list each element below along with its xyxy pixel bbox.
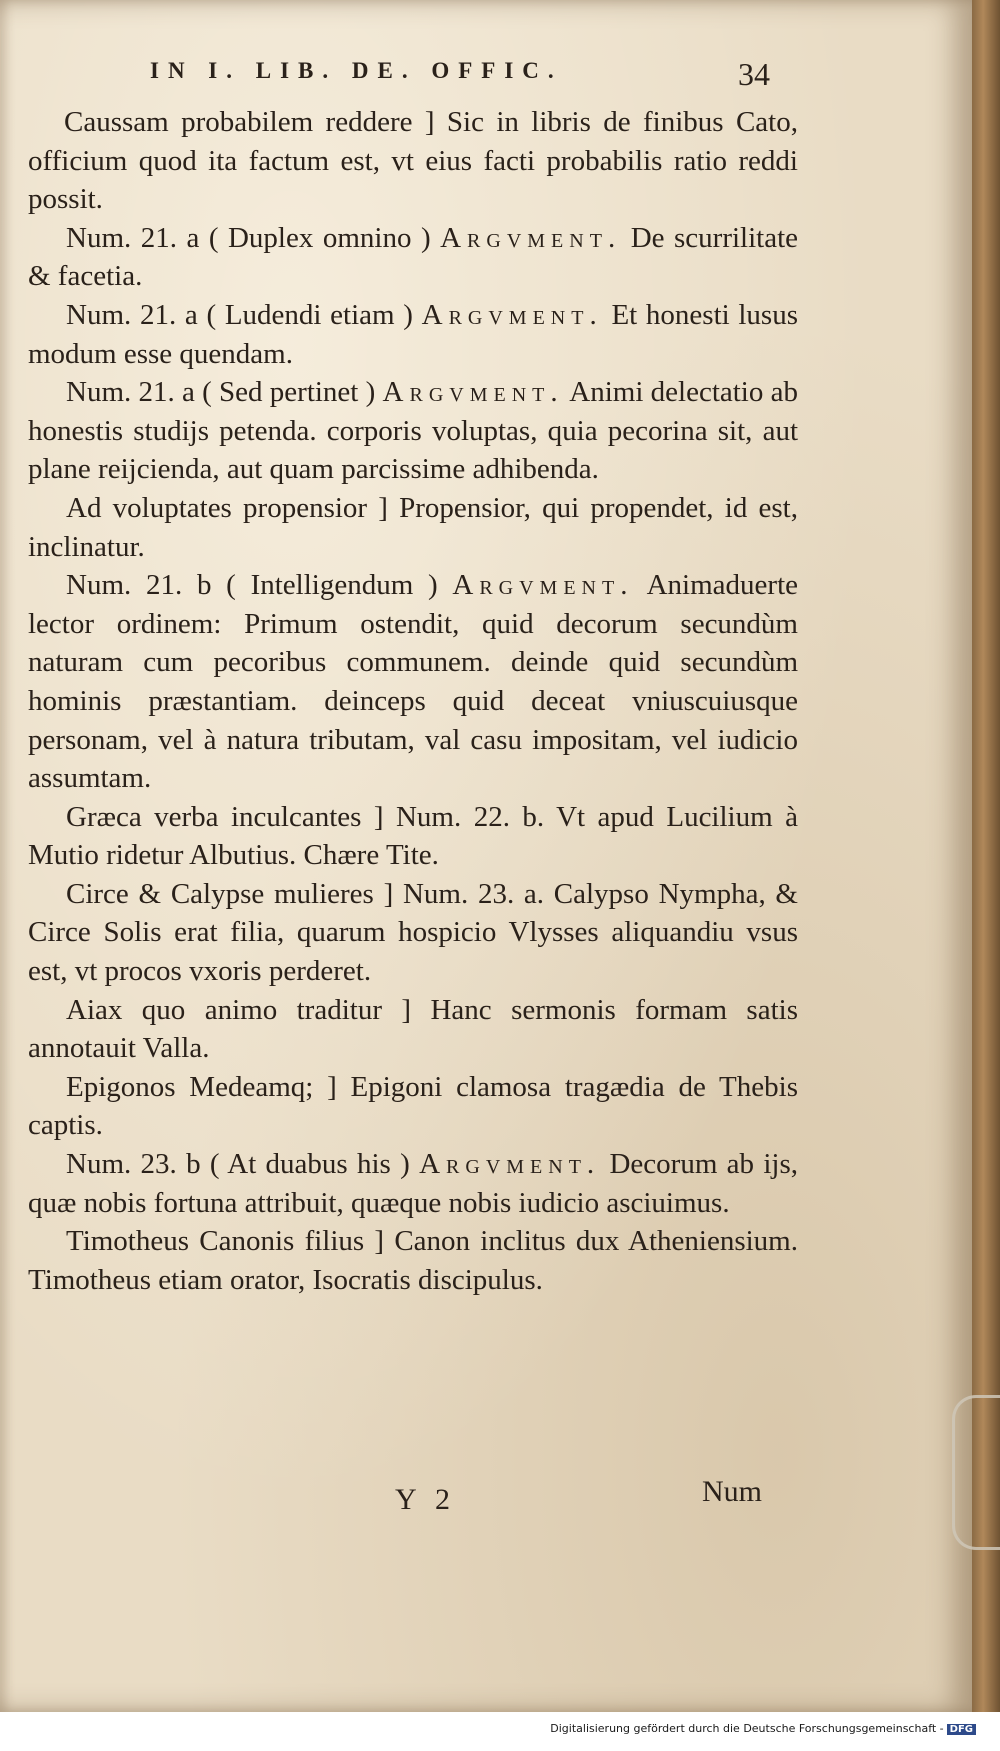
argument-label: Argvment. — [440, 221, 622, 254]
signature-mark: Y 2 — [395, 1483, 457, 1516]
commentary-text — [28, 103, 798, 1299]
paragraph: Num. 23. b ( At duabus his ) Argvment. Decorum ab ijs, quæ nobis fortuna attribuit, quæque nobis iudicio asciuimus. — [28, 1148, 798, 1219]
catchword: Num — [702, 1475, 762, 1508]
paragraph: Num. 21. a ( Sed pertinet ) Argvment. Animi delectatio ab honestis studijs petenda. corporis voluptas, quia pecorina sit, aut plane reijcienda, aut quam parcissime adhibenda. — [28, 376, 798, 486]
paragraph: Ad voluptates propensior ] Propensior, qui propendet, id est, inclinatur. — [28, 491, 798, 563]
paragraph: Num. 21. a ( Ludendi etiam ) Argvment. Et honesti lusus modum esse quendam. — [28, 298, 799, 370]
book-clasp — [952, 1395, 1000, 1550]
running-head: IN I. LIB. DE. OFFIC. — [150, 58, 563, 83]
paragraph: Aiax quo animo traditur ] Hanc sermonis formam satis annotauit Valla. — [28, 993, 798, 1065]
argument-label: Argvment. — [421, 298, 603, 331]
paragraph: Num. 21. a ( Duplex omnino ) Argvment. De scurrilitate & facetia. — [28, 221, 799, 293]
paragraph: Num. 21. b ( Intelligendum ) Argvment. Animaduerte lector ordinem: Primum ostendit, quid decorum secundùm naturam cum pecoribus communem. deinde quid secundùm hominis præstantiam. deinceps quid deceat vniuscuiusque personam, vel à natura tributam, val casu impositam, vel iudicio assumtam. — [28, 569, 798, 795]
paragraph: Circe & Calypse mulieres ] Num. 23. a. Calypso Nympha, & Circe Solis erat filia, quarum hospicio Vlysses aliquandiu vsus est, vt procos vxoris perderet. — [28, 877, 798, 988]
funding-credit: Digitalisierung gefördert durch die Deutsche Forschungsgemeinschaft - DFG — [550, 1722, 976, 1735]
paragraph: Epigonos Medeamq; ] Epigoni clamosa tragædia de Thebis captis. — [28, 1070, 798, 1142]
argument-label: Argvment. — [419, 1148, 601, 1181]
argument-label: Argvment. — [382, 376, 564, 409]
page-number: 34 — [738, 56, 770, 92]
paragraph: Græca verba inculcantes ] Num. 22. b. Vt apud Lucilium à Mutio ridetur Albutius. Chære Tite. — [28, 800, 798, 872]
argument-label: Argvment. — [452, 569, 634, 602]
paragraph: Caussam probabilem reddere ] Sic in libris de finibus Cato, officium quod ita factum est, vt eius facti probabilis ratio reddi possit. — [28, 106, 798, 216]
dfg-logo-icon: DFG — [947, 1724, 976, 1735]
paragraph: Timotheus Canonis filius ] Canon inclitus dux Atheniensium. Timotheus etiam orator, Isocratis discipulus. — [28, 1225, 798, 1296]
digitization-banner — [0, 1712, 1000, 1751]
